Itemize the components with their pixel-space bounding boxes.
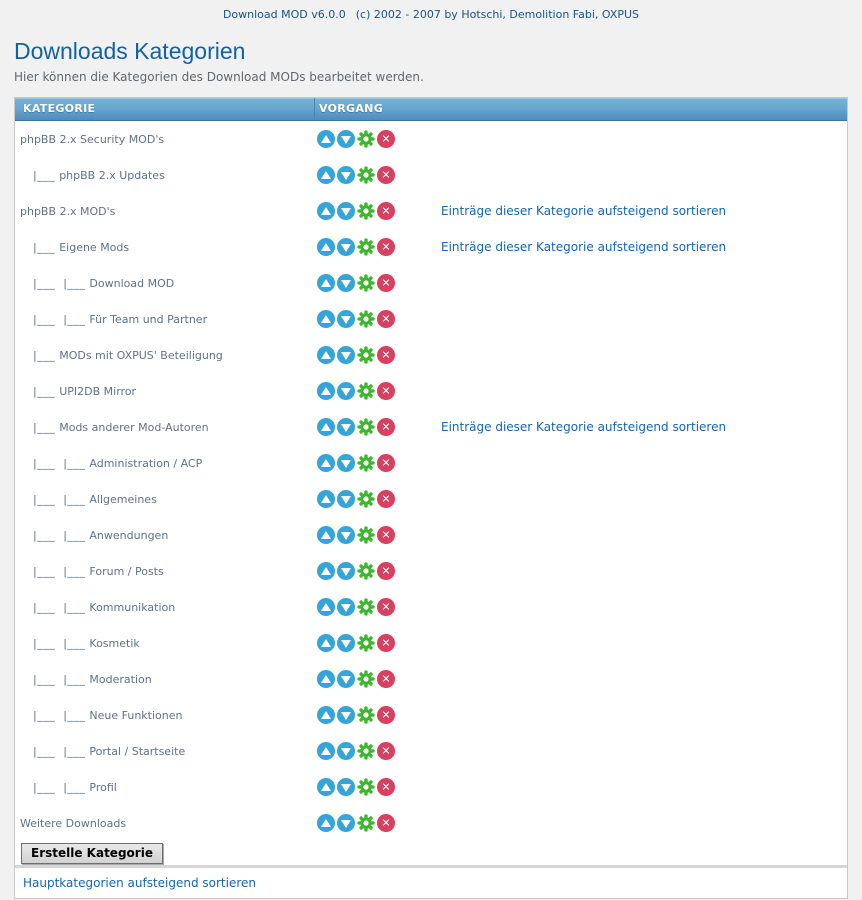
category-indent-prefix: |___ |___ [33, 492, 90, 506]
actions-cell [314, 814, 847, 832]
table-row [15, 229, 847, 265]
table-row [15, 769, 847, 805]
category-cell [15, 817, 314, 830]
table-footer [15, 865, 847, 898]
actions-cell [314, 670, 847, 688]
move-down-icon[interactable] [337, 526, 355, 544]
category-label: MODs mit OXPUS' Beteiligung [59, 348, 223, 362]
edit-icon[interactable] [357, 706, 375, 724]
table-row [15, 373, 847, 409]
table-row [15, 517, 847, 553]
edit-icon[interactable] [357, 346, 375, 364]
move-down-icon[interactable] [337, 778, 355, 796]
table-row [15, 733, 847, 769]
actions-cell [314, 742, 847, 760]
delete-icon[interactable]: ✕ [377, 202, 395, 220]
category-cell [15, 277, 314, 290]
edit-icon[interactable] [357, 670, 375, 688]
category-cell [15, 205, 314, 218]
table-row [15, 193, 847, 229]
category-cell [15, 529, 314, 542]
edit-icon[interactable] [357, 382, 375, 400]
actions-cell [314, 598, 847, 616]
category-indent-prefix: |___ [33, 420, 60, 434]
action-icons [314, 382, 441, 400]
button-band [15, 841, 847, 865]
move-up-icon[interactable] [317, 598, 335, 616]
delete-icon[interactable]: ✕ [377, 346, 395, 364]
category-indent-prefix: |___ |___ [33, 456, 90, 470]
action-icons [314, 742, 441, 760]
move-down-icon[interactable] [337, 274, 355, 292]
table-row [15, 121, 847, 157]
category-cell [15, 781, 314, 794]
action-icons [314, 670, 441, 688]
category-label: Kommunikation [89, 600, 176, 614]
category-cell [15, 385, 314, 398]
copyright-text: (c) 2002 - 2007 by Hotschi, Demolition Fabi, OXPUS [355, 8, 640, 21]
edit-icon[interactable] [357, 814, 375, 832]
actions-cell [314, 490, 847, 508]
action-icons [314, 562, 441, 580]
actions-cell [314, 274, 847, 292]
move-down-icon[interactable] [337, 634, 355, 652]
page-title: Downloads Kategorien [14, 38, 246, 64]
delete-icon[interactable]: ✕ [377, 598, 395, 616]
move-down-icon[interactable] [337, 490, 355, 508]
page-subtitle: Hier können die Kategorien des Download MODs bearbeitet werden. [14, 70, 424, 84]
category-label: Profil [89, 780, 117, 794]
move-up-icon[interactable] [317, 814, 335, 832]
move-down-icon[interactable] [337, 562, 355, 580]
category-label: Kosmetik [89, 636, 140, 650]
delete-icon[interactable]: ✕ [377, 130, 395, 148]
category-label: Download MOD [89, 276, 175, 290]
category-cell [15, 745, 314, 758]
delete-icon[interactable]: ✕ [377, 778, 395, 796]
delete-icon[interactable]: ✕ [377, 310, 395, 328]
actions-cell [314, 382, 847, 400]
move-down-icon[interactable] [337, 238, 355, 256]
category-indent-prefix: |___ |___ [33, 636, 90, 650]
move-up-icon[interactable] [317, 346, 335, 364]
table-row [15, 697, 847, 733]
action-icons [314, 418, 441, 436]
table-row [15, 157, 847, 193]
actions-cell [314, 130, 847, 148]
category-label: Forum / Posts [89, 564, 164, 578]
action-icons [314, 166, 441, 184]
action-icons [314, 634, 441, 652]
move-up-icon[interactable] [317, 166, 335, 184]
move-up-icon[interactable] [317, 526, 335, 544]
table-row [15, 805, 847, 841]
edit-icon[interactable] [357, 778, 375, 796]
table-row [15, 481, 847, 517]
delete-icon[interactable]: ✕ [377, 562, 395, 580]
table-row [15, 625, 847, 661]
category-label: Allgemeines [89, 492, 157, 506]
category-cell [15, 349, 314, 362]
move-down-icon[interactable] [337, 814, 355, 832]
actions-cell [314, 706, 847, 724]
category-cell [15, 709, 314, 722]
action-icons [314, 778, 441, 796]
category-label: Portal / Startseite [89, 744, 186, 758]
category-indent-prefix: |___ |___ [33, 276, 90, 290]
edit-icon[interactable] [357, 166, 375, 184]
move-down-icon[interactable] [337, 418, 355, 436]
edit-icon[interactable] [357, 454, 375, 472]
edit-icon[interactable] [357, 490, 375, 508]
category-indent-prefix: |___ |___ [33, 708, 90, 722]
category-cell [15, 241, 314, 254]
actions-cell [314, 346, 847, 364]
category-indent-prefix: |___ |___ [33, 312, 90, 326]
action-icons [314, 130, 441, 148]
category-label: Eigene Mods [59, 240, 130, 254]
category-indent-prefix: |___ |___ [33, 672, 90, 686]
create-category-button[interactable]: Erstelle Kategorie [21, 843, 163, 864]
action-icons [314, 526, 441, 544]
delete-icon[interactable]: ✕ [377, 454, 395, 472]
table-header-row [15, 98, 847, 121]
category-indent-prefix: |___ |___ [33, 600, 90, 614]
delete-icon[interactable]: ✕ [377, 166, 395, 184]
move-down-icon[interactable] [337, 382, 355, 400]
delete-icon[interactable]: ✕ [377, 634, 395, 652]
delete-icon[interactable]: ✕ [377, 670, 395, 688]
move-up-icon[interactable] [317, 670, 335, 688]
delete-icon[interactable]: ✕ [377, 742, 395, 760]
move-up-icon[interactable] [317, 634, 335, 652]
category-label: Moderation [89, 672, 152, 686]
category-label: Anwendungen [89, 528, 169, 542]
delete-icon[interactable]: ✕ [377, 526, 395, 544]
actions-cell [314, 634, 847, 652]
edit-icon[interactable] [357, 130, 375, 148]
move-down-icon[interactable] [337, 706, 355, 724]
edit-icon[interactable] [357, 598, 375, 616]
action-icons [314, 598, 441, 616]
edit-icon[interactable] [357, 418, 375, 436]
column-header-kategorie: KATEGORIE [23, 102, 96, 115]
app-title: Download MOD v6.0.0 [222, 8, 346, 21]
edit-icon[interactable] [357, 634, 375, 652]
move-down-icon[interactable] [337, 130, 355, 148]
category-label: Mods anderer Mod-Autoren [59, 420, 209, 434]
delete-icon[interactable]: ✕ [377, 274, 395, 292]
edit-icon[interactable] [357, 526, 375, 544]
edit-icon[interactable] [357, 310, 375, 328]
move-up-icon[interactable] [317, 778, 335, 796]
move-up-icon[interactable] [317, 238, 335, 256]
actions-cell [314, 778, 847, 796]
move-down-icon[interactable] [337, 598, 355, 616]
move-up-icon[interactable] [317, 202, 335, 220]
category-cell [15, 133, 314, 146]
category-indent-prefix: |___ |___ [33, 528, 90, 542]
category-label: Neue Funktionen [89, 708, 183, 722]
move-down-icon[interactable] [337, 166, 355, 184]
actions-cell [314, 562, 847, 580]
actions-cell [314, 526, 847, 544]
category-cell [15, 673, 314, 686]
table-row [15, 409, 847, 445]
table-row [15, 301, 847, 337]
categories-table [14, 97, 848, 899]
actions-cell [314, 238, 847, 256]
move-up-icon[interactable] [317, 562, 335, 580]
category-cell [15, 169, 314, 182]
sort-entries-link[interactable]: Einträge dieser Kategorie aufsteigend sortieren [441, 240, 727, 254]
category-indent-prefix: |___ [33, 384, 60, 398]
category-indent-prefix: |___ [33, 240, 60, 254]
edit-icon[interactable] [357, 742, 375, 760]
move-up-icon[interactable] [317, 490, 335, 508]
action-icons [314, 274, 441, 292]
move-up-icon[interactable] [317, 382, 335, 400]
category-label: Für Team und Partner [89, 312, 208, 326]
table-row [15, 661, 847, 697]
table-body [15, 121, 847, 841]
app-header [0, 0, 862, 21]
category-label: phpBB 2.x Security MOD's [20, 132, 165, 146]
delete-icon[interactable]: ✕ [377, 490, 395, 508]
edit-icon[interactable] [357, 562, 375, 580]
category-label: UPI2DB Mirror [59, 384, 137, 398]
action-icons [314, 310, 441, 328]
table-row [15, 445, 847, 481]
move-down-icon[interactable] [337, 310, 355, 328]
move-down-icon[interactable] [337, 454, 355, 472]
category-cell [15, 313, 314, 326]
move-up-icon[interactable] [317, 742, 335, 760]
delete-icon[interactable]: ✕ [377, 814, 395, 832]
move-up-icon[interactable] [317, 274, 335, 292]
move-up-icon[interactable] [317, 418, 335, 436]
action-icons [314, 454, 441, 472]
move-down-icon[interactable] [337, 346, 355, 364]
move-up-icon[interactable] [317, 454, 335, 472]
sort-entries-link[interactable]: Einträge dieser Kategorie aufsteigend sortieren [441, 204, 727, 218]
sort-entries-link[interactable]: Einträge dieser Kategorie aufsteigend sortieren [441, 420, 727, 434]
action-icons [314, 706, 441, 724]
category-cell [15, 601, 314, 614]
delete-icon[interactable]: ✕ [377, 238, 395, 256]
category-indent-prefix: |___ |___ [33, 780, 90, 794]
table-row [15, 589, 847, 625]
category-indent-prefix: |___ [33, 168, 60, 182]
move-down-icon[interactable] [337, 670, 355, 688]
category-indent-prefix: |___ |___ [33, 744, 90, 758]
category-indent-prefix: |___ [33, 348, 60, 362]
category-label: Weitere Downloads [20, 816, 127, 830]
column-header-vorgang: VORGANG [314, 98, 847, 120]
table-row [15, 337, 847, 373]
action-icons [314, 238, 441, 256]
move-down-icon[interactable] [337, 202, 355, 220]
move-up-icon[interactable] [317, 706, 335, 724]
move-up-icon[interactable] [317, 310, 335, 328]
table-row [15, 265, 847, 301]
actions-cell [314, 454, 847, 472]
category-cell [15, 421, 314, 434]
edit-icon[interactable] [357, 238, 375, 256]
action-icons [314, 490, 441, 508]
delete-icon[interactable]: ✕ [377, 706, 395, 724]
category-cell [15, 565, 314, 578]
actions-cell [314, 418, 847, 436]
category-label: Administration / ACP [89, 456, 203, 470]
actions-cell [314, 310, 847, 328]
action-icons [314, 202, 441, 220]
delete-icon[interactable]: ✕ [377, 382, 395, 400]
category-indent-prefix: |___ |___ [33, 564, 90, 578]
action-icons [314, 346, 441, 364]
sort-main-categories-link[interactable]: Hauptkategorien aufsteigend sortieren [23, 876, 257, 890]
edit-icon[interactable] [357, 202, 375, 220]
delete-icon[interactable]: ✕ [377, 418, 395, 436]
actions-cell [314, 202, 847, 220]
category-label: phpBB 2.x MOD's [20, 204, 116, 218]
edit-icon[interactable] [357, 274, 375, 292]
actions-cell [314, 166, 847, 184]
move-down-icon[interactable] [337, 742, 355, 760]
move-up-icon[interactable] [317, 130, 335, 148]
category-cell [15, 493, 314, 506]
category-cell [15, 457, 314, 470]
action-icons [314, 814, 441, 832]
category-cell [15, 637, 314, 650]
category-label: phpBB 2.x Updates [59, 168, 165, 182]
table-row [15, 553, 847, 589]
